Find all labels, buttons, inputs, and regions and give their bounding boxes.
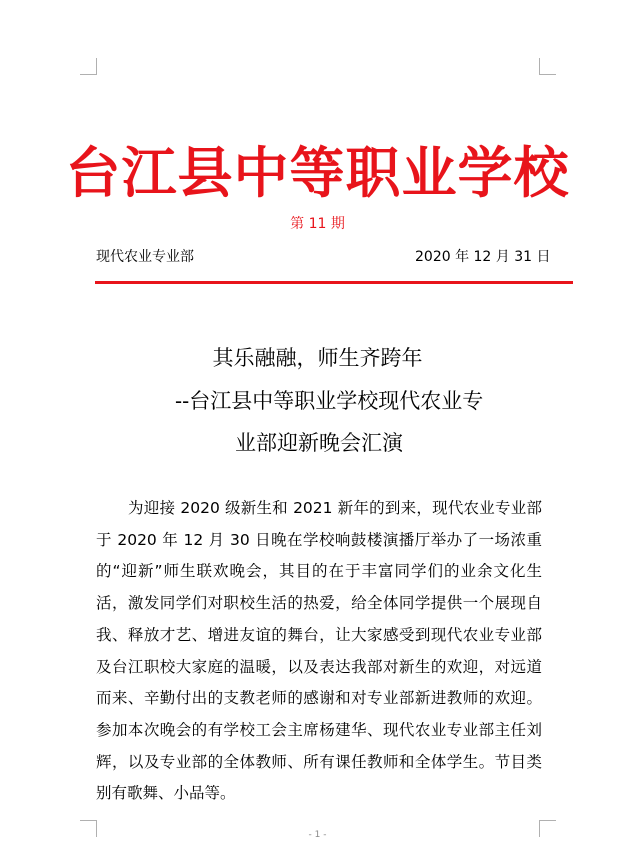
article-title-line-3: 业部迎新晚会汇演 bbox=[235, 431, 403, 455]
article-title-line-1: 其乐融融，师生齐跨年 bbox=[212, 346, 423, 370]
crop-mark-top-right bbox=[539, 58, 556, 75]
article-title-line-2: --台江县中等职业学校现代农业专 bbox=[175, 389, 484, 413]
article-body: 为迎接 2020 级新生和 2021 新年的到来，现代农业专业部于 2020 年 12 月 30 日晚在学校响鼓楼演播厅举办了一场浓重的“迎新”师生联欢晚会，其目的在于丰富同学们的业余文化生活，激发同学们对职校生活的热爱，给全体同学提供一个展现自我、释放才艺、增进友谊的舞台，让大家感受到现代农业专业部及台江职校大家庭的温暖，以及表达我部对新生的欢迎，对远道而来、辛勤付出的支教老师的感谢和对专业部新进教师的欢迎。参加本次晚会的有学校工会主席杨建华、现代农业专业部主任刘辉，以及专业部的全体教师、所有课任教师和全体学生。节目类别有歌舞、小品等。 bbox=[96, 499, 542, 803]
department-name: 现代农业专业部 bbox=[96, 249, 194, 265]
header-divider bbox=[95, 281, 573, 284]
publication-date: 2020 年 12 月 31 日 bbox=[415, 249, 551, 265]
issue-number: 第 11 期 bbox=[290, 216, 345, 232]
page-number: - 1 - bbox=[308, 830, 327, 840]
crop-mark-top-left bbox=[80, 58, 97, 75]
newsletter-masthead: 台江县中等职业学校 bbox=[65, 141, 570, 205]
